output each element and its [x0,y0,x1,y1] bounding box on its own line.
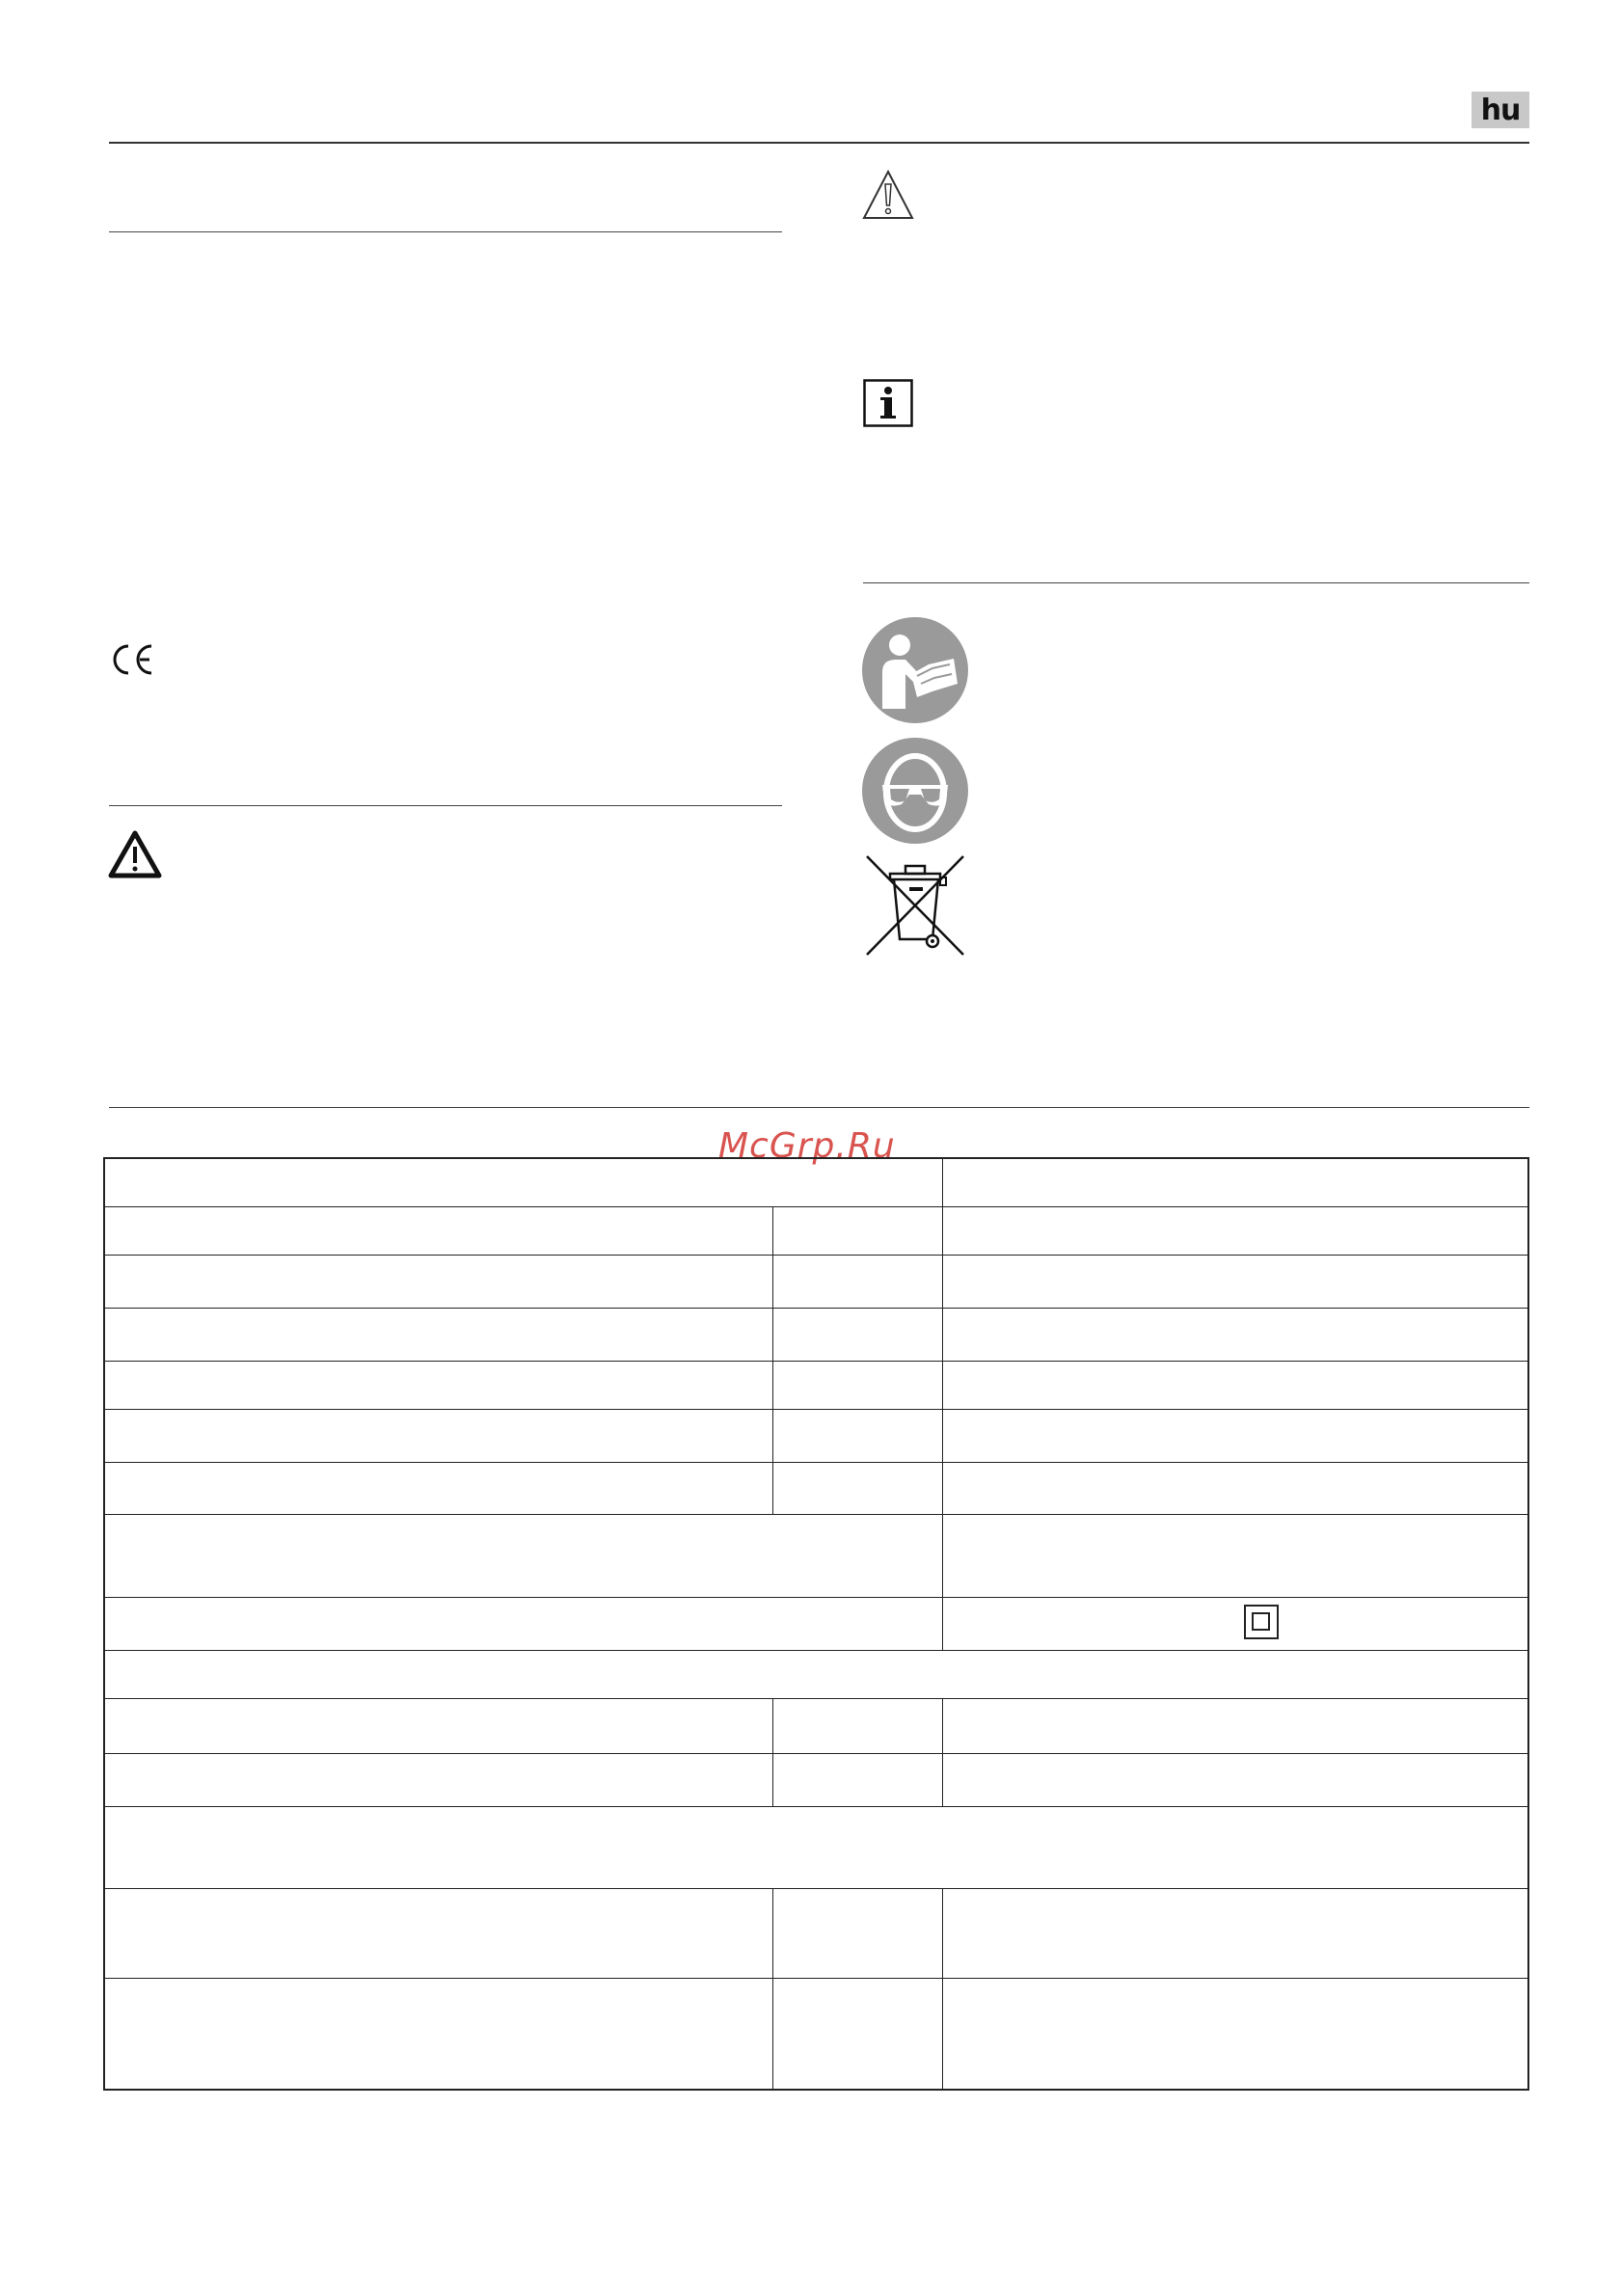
table-column-divider [942,1159,943,1650]
table-column-divider [942,1698,943,1806]
table-column-divider [772,1888,773,2091]
warning-triangle-icon [861,169,915,222]
table-column-divider [942,1888,943,2091]
watermark: McGrp.Ru [718,1126,896,1166]
section-rule-3 [863,582,1529,583]
section-rule-2 [109,805,782,806]
table-row [105,1650,1527,1651]
table-row [105,1888,1527,1889]
protection-class-ii-icon [1244,1605,1279,1639]
technical-data-table [103,1157,1529,2091]
warning-triangle-icon [108,829,162,879]
eye-protection-icon [861,737,969,845]
language-badge: hu [1472,92,1529,128]
table-top-rule [109,1107,1529,1108]
crossed-bin-icon [863,852,967,959]
table-row [105,1753,1527,1754]
table-row [105,1597,1527,1598]
table-row [105,1698,1527,1699]
info-icon [863,379,913,427]
table-row [105,1361,1527,1362]
header-rule [109,142,1529,144]
read-manual-icon [861,616,969,724]
table-row [105,1255,1527,1256]
table-column-divider [772,1698,773,1806]
table-row [105,1462,1527,1463]
table-row [105,1308,1527,1309]
table-row [105,1806,1527,1807]
table-column-divider [772,1206,773,1514]
table-row [105,1409,1527,1410]
table-row [105,1978,1527,1979]
table-row [105,1514,1527,1515]
table-row [105,1206,1527,1207]
section-rule-1 [109,231,782,232]
ce-mark-icon [109,640,157,679]
